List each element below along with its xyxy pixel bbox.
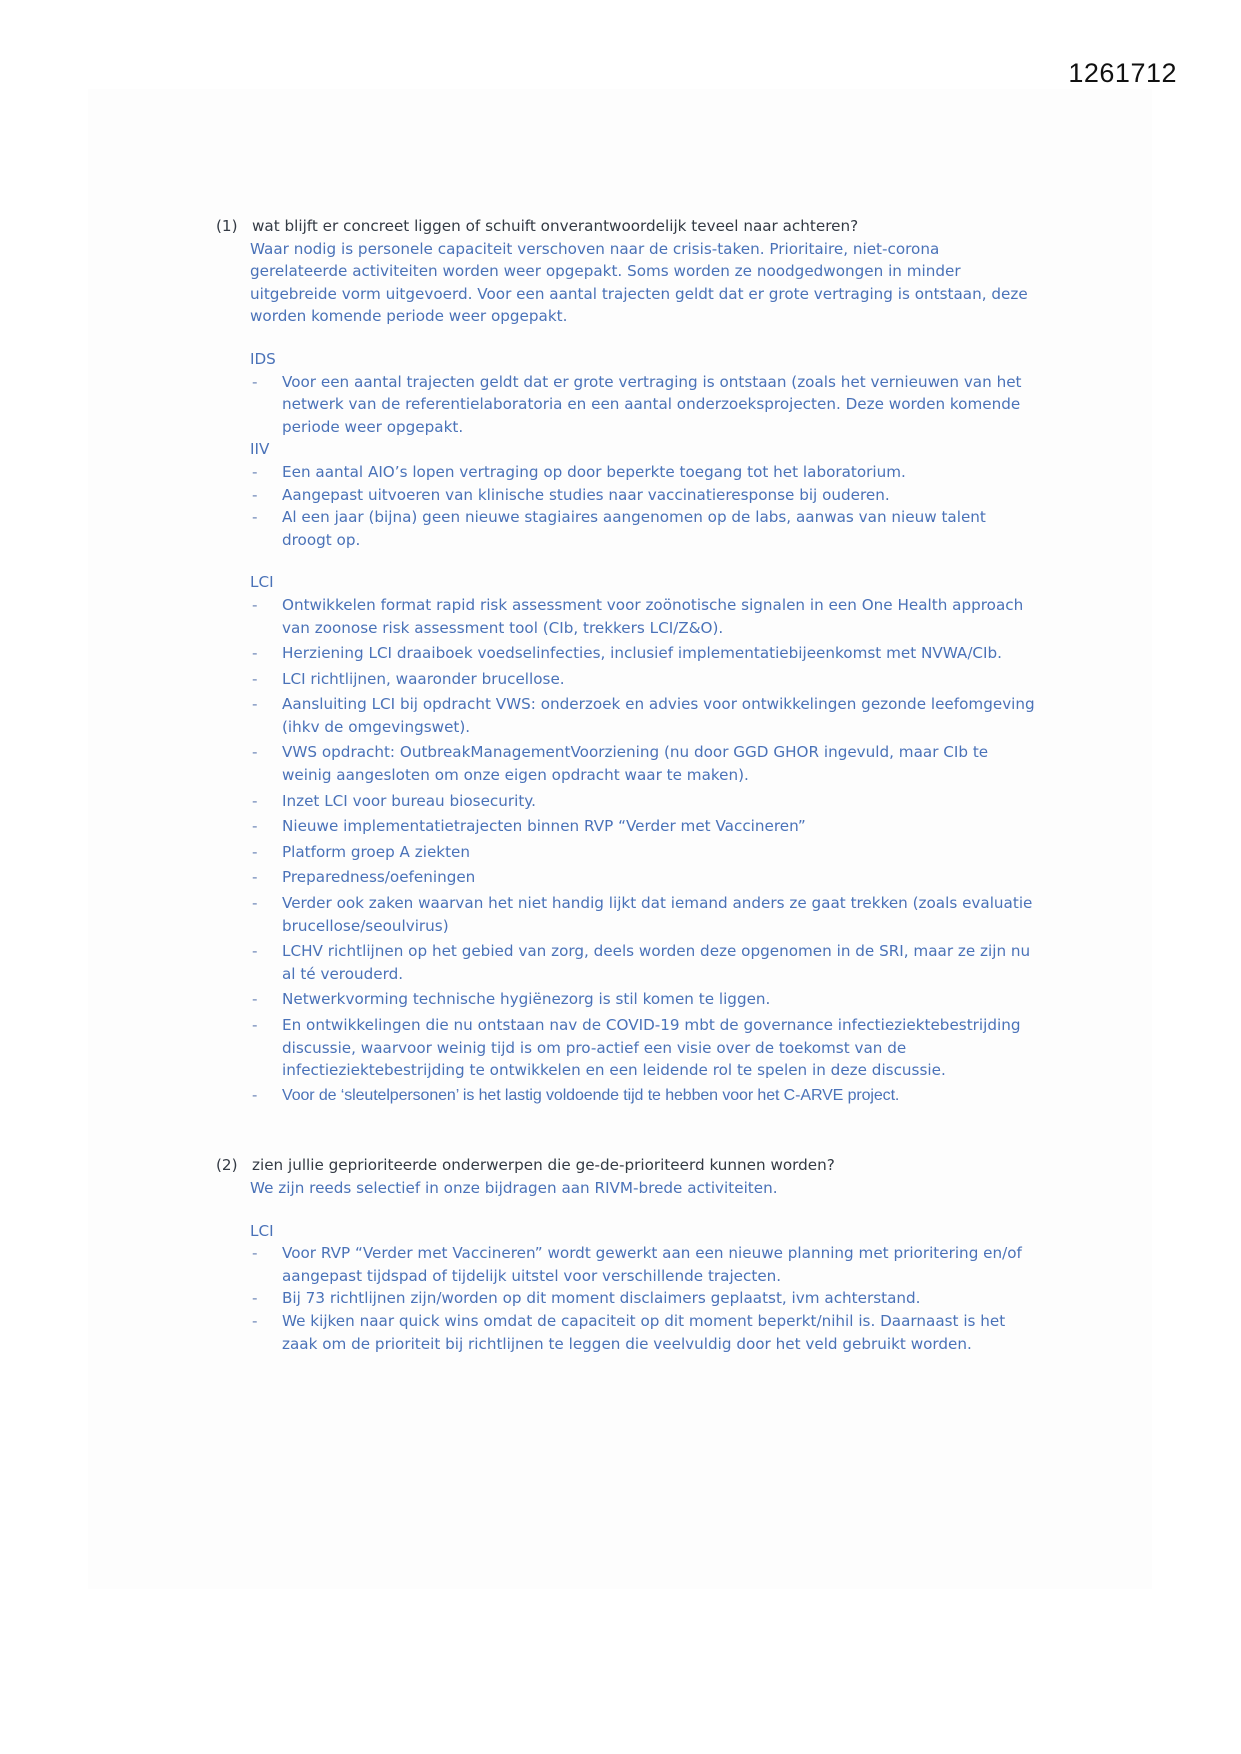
list-item: - Aangepast uitvoeren van klinische studies naar vaccinatieresponse bij ouderen. (250, 484, 1036, 507)
list-item: - Verder ook zaken waarvan het niet handig lijkt dat iemand anders ze gaat trekken (zoals evaluatie brucellose/seoulvirus) (250, 892, 1036, 937)
section-lci-2 (216, 1220, 1036, 1356)
bullet-list (250, 594, 1036, 1107)
answer-1: Waar nodig is personele capaciteit verschoven naar de crisis-taken. Prioritaire, niet-corona gerelateerde activiteiten worden weer opgepakt. Soms worden ze noodgedwongen in minder uitgebreide vorm uitgevoerd. Voor een aantal trajecten geldt dat er grote vertraging is ontstaan, deze worden komende periode weer opgepakt. (250, 239, 1028, 326)
answer-2: We zijn reeds selectief in onze bijdragen aan RIVM-brede activiteiten. (250, 1178, 778, 1197)
question-number: (1) (216, 217, 238, 235)
bullet-list (250, 371, 1036, 439)
list-item: - VWS opdracht: OutbreakManagementVoorziening (nu door GGD GHOR ingevuld, maar CIb te weinig aangesloten om onze eigen opdracht waar te maken). (250, 741, 1036, 786)
section-title: LCI (250, 1221, 274, 1240)
list-item: - Bij 73 richtlijnen zijn/worden op dit moment disclaimers geplaatst, ivm achterstand. (250, 1287, 1036, 1310)
list-item: - Netwerkvorming technische hygiënezorg is stil komen te liggen. (250, 988, 1036, 1011)
list-item: - Preparedness/oefeningen (250, 866, 1036, 889)
question-2 (216, 1154, 1036, 1177)
list-item: - Herziening LCI draaiboek voedselinfecties, inclusief implementatiebijeenkomst met NVWA/CIb. (250, 642, 1036, 665)
section-iiv (216, 438, 1036, 551)
list-item: - Platform groep A ziekten (250, 841, 1036, 864)
list-item: - Voor een aantal trajecten geldt dat er grote vertraging is ontstaan (zoals het vernieuwen van het netwerk van de referentielaboratoria en een aantal onderzoeksprojecten. Deze worden komende periode weer opgepakt. (250, 371, 1036, 439)
document-body (216, 215, 1036, 1355)
section-title: LCI (250, 573, 274, 592)
document-number: 1261712 (1068, 58, 1177, 88)
list-item: - Voor de ‘sleutelpersonen’ is het lastig voldoende tijd te hebben voor het C-ARVE project. (250, 1085, 1036, 1108)
question-text: wat blijft er concreet liggen of schuift onverantwoordelijk teveel naar achteren? (252, 217, 859, 235)
list-item: - We kijken naar quick wins omdat de capaciteit op dit moment beperkt/nihil is. Daarnaast is het zaak om de prioriteit bij richtlijnen te leggen die veelvuldig door het veld gebruikt worden. (250, 1310, 1036, 1355)
list-item: - LCI richtlijnen, waaronder brucellose. (250, 668, 1036, 691)
list-item: - Al een jaar (bijna) geen nieuwe stagiaires aangenomen op de labs, aanwas van nieuw talent droogt op. (250, 506, 1036, 551)
section-title: IDS (250, 349, 276, 368)
list-item: - Voor RVP “Verder met Vaccineren” wordt gewerkt aan een nieuwe planning met prioritering en/of aangepast tijdspad of tijdelijk uitstel voor verschillende trajecten. (250, 1242, 1036, 1287)
section-lci (216, 571, 1036, 1107)
list-item: - Aansluiting LCI bij opdracht VWS: onderzoek en advies voor ontwikkelingen gezonde leefomgeving (ihkv de omgevingswet). (250, 693, 1036, 738)
list-item: - Nieuwe implementatietrajecten binnen RVP “Verder met Vaccineren” (250, 815, 1036, 838)
bullet-list (250, 461, 1036, 551)
list-item: - Inzet LCI voor bureau biosecurity. (250, 790, 1036, 813)
bullet-list (250, 1242, 1036, 1355)
question-text: zien jullie geprioriteerde onderwerpen die ge-de-prioriteerd kunnen worden? (252, 1156, 835, 1175)
section-title: IIV (250, 440, 270, 459)
question-1 (216, 215, 1036, 238)
question-number: (2) (216, 1156, 238, 1175)
section-ids (216, 348, 1036, 438)
list-item: - Een aantal AIO’s lopen vertraging op door beperkte toegang tot het laboratorium. (250, 461, 1036, 484)
list-item: - En ontwikkelingen die nu ontstaan nav de COVID-19 mbt de governance infectieziektebestrijding discussie, waarvoor weinig tijd is om pro-actief een visie over de toekomst van de infectieziektebestrijding te ontwikkelen en een leidende rol te spelen in deze discussie. (250, 1014, 1036, 1082)
list-item: - Ontwikkelen format rapid risk assessment voor zoönotische signalen in een One Health approach van zoonose risk assessment tool (CIb, trekkers LCI/Z&O). (250, 594, 1036, 639)
list-item: - LCHV richtlijnen op het gebied van zorg, deels worden deze opgenomen in de SRI, maar ze zijn nu al té verouderd. (250, 940, 1036, 985)
